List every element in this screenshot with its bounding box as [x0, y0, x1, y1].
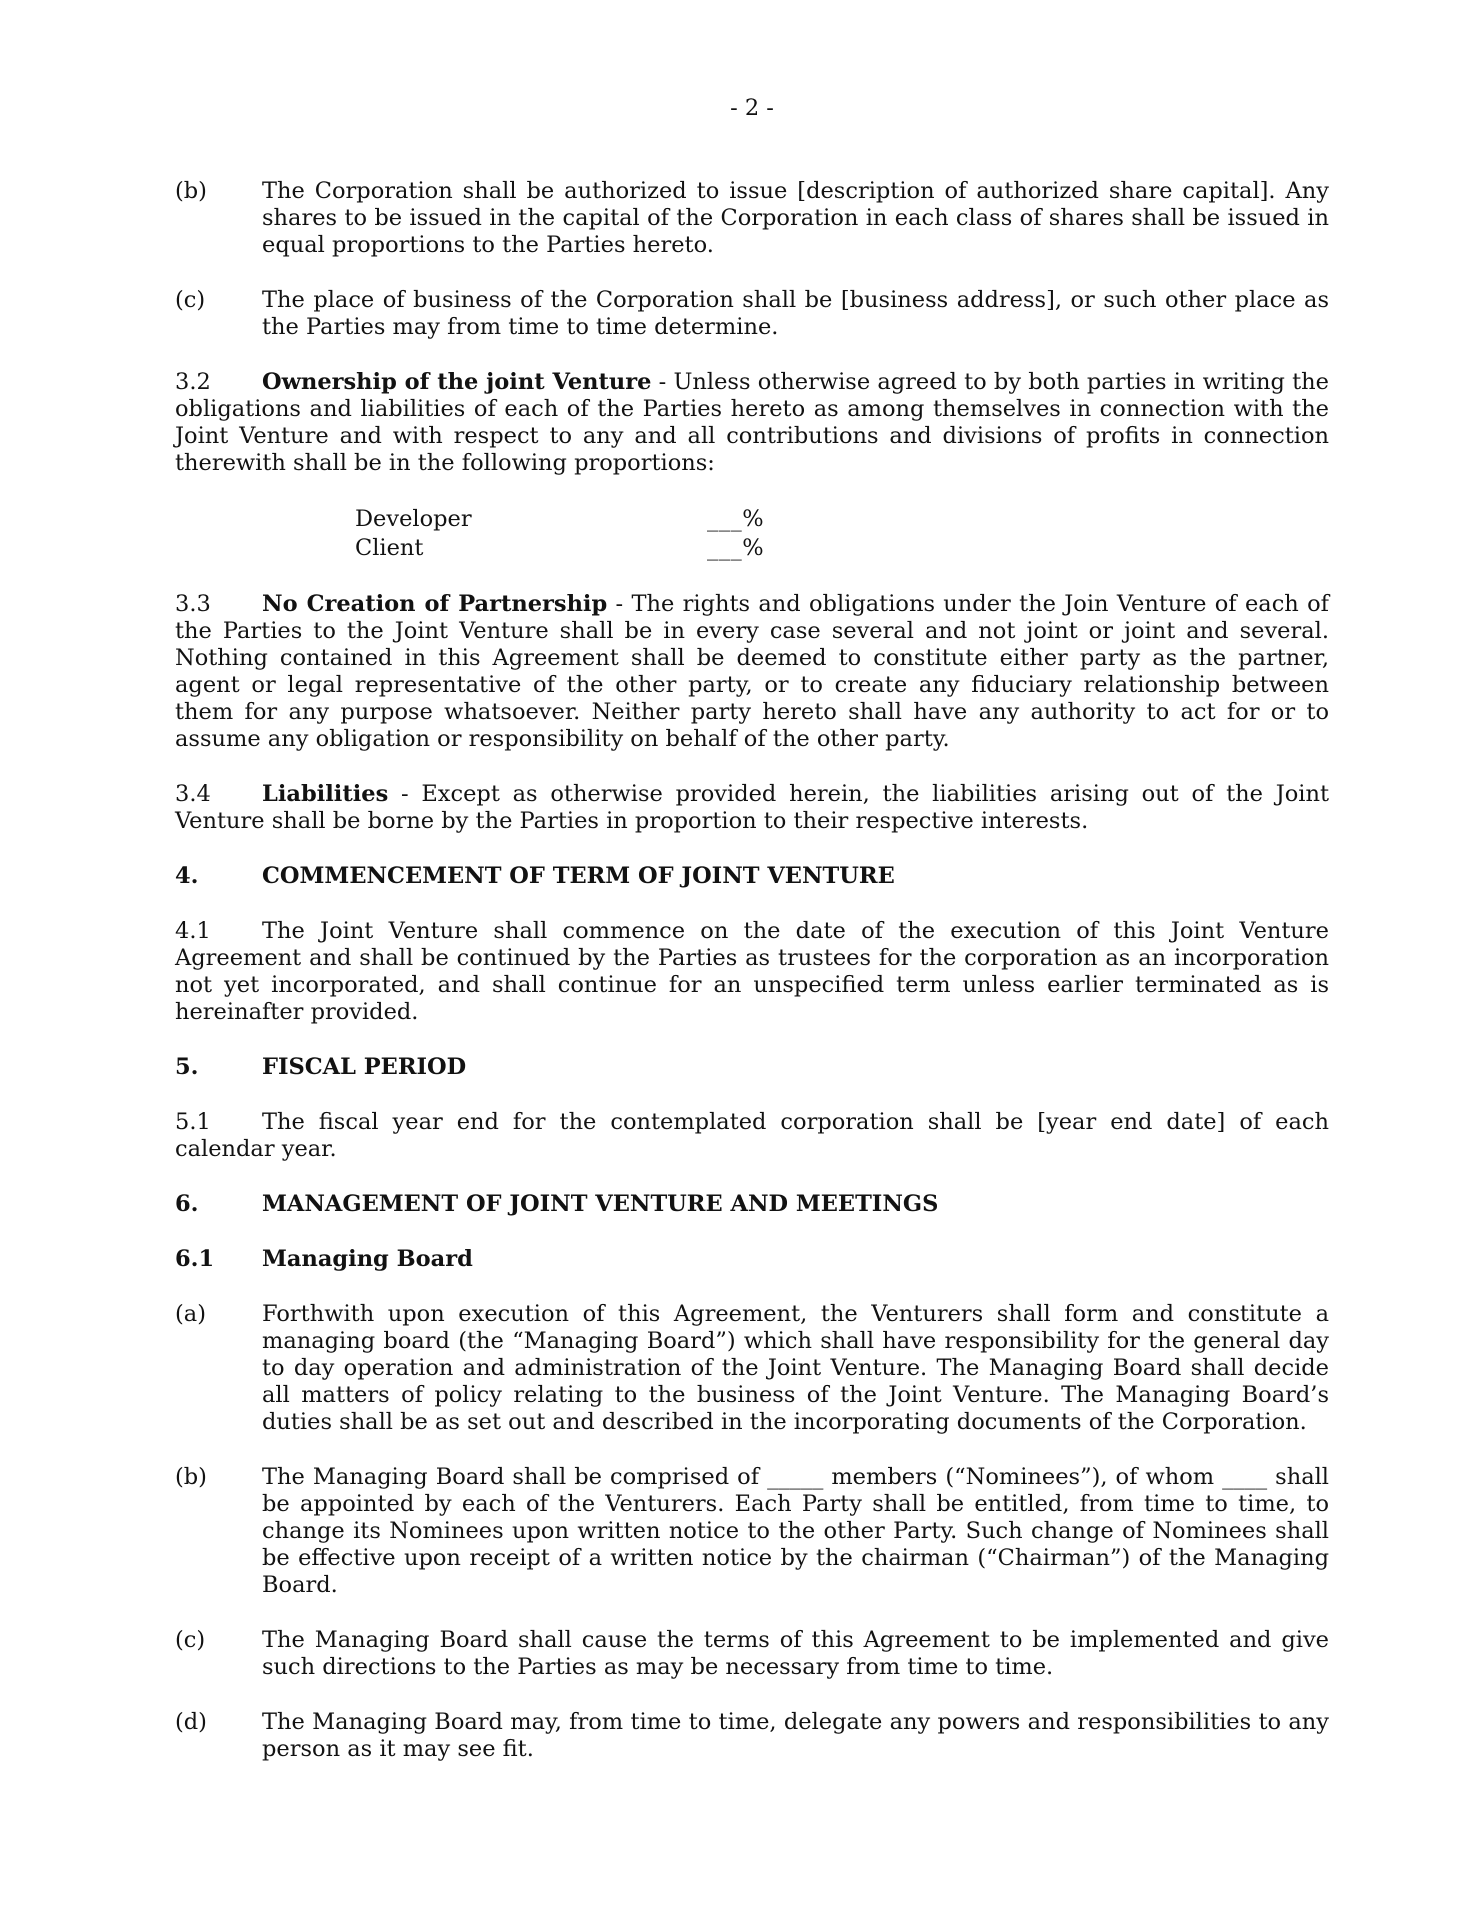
section-3-3	[175, 591, 1329, 753]
clause-6a-text: Forthwith upon execution of this Agreement, the Venturers shall form and constitute a managing board (the “Managing Board”) which shall have responsibility for the general day to day operation and administration of the Joint Venture. The Managing Board shall decide all matters of policy relating to the business of the Joint Venture. The Managing Board’s duties shall be as set out and described in the incorporating documents of the Corporation.	[262, 1301, 1329, 1435]
section-5-1	[175, 1109, 1329, 1163]
heading-6-1-number: 6.1	[175, 1246, 215, 1272]
clause-6b	[175, 1464, 1329, 1599]
heading-5-title: FISCAL PERIOD	[262, 1054, 467, 1080]
clause-6b-label: (b)	[175, 1464, 207, 1490]
section-5-1-number: 5.1	[175, 1109, 211, 1135]
clause-2b-text: The Corporation shall be authorized to issue [description of authorized share capital]. Any shares to be issued in the capital of the Corporation in each class of shares shall be issued in equal proportions to the Parties hereto.	[262, 178, 1329, 258]
ownership-proportions	[355, 505, 1329, 563]
section-5-1-text: The fiscal year end for the contemplated corporation shall be [year end date] of each calendar year.	[175, 1109, 1329, 1162]
proportion-row-developer	[355, 505, 1329, 534]
section-3-3-heading: No Creation of Partnership	[262, 591, 608, 617]
clause-2b	[175, 178, 1329, 259]
clause-6d-text: The Managing Board may, from time to time, delegate any powers and responsibilities to any person as it may see fit.	[262, 1709, 1329, 1762]
heading-6-1	[175, 1246, 1329, 1273]
clause-2c	[175, 287, 1329, 341]
clause-6a	[175, 1301, 1329, 1436]
heading-4	[175, 863, 1329, 890]
clause-6b-text: The Managing Board shall be comprised of _____ members (“Nominees”), of whom ____ shall be appointed by each of the Venturers. Each Party shall be entitled, from time to time, to change its Nominees upon written notice to the other Party. Such change of Nominees shall be effective upon receipt of a written notice by the chairman (“Chairman”) of the Managing Board.	[262, 1464, 1329, 1598]
clause-6d	[175, 1709, 1329, 1763]
clause-6c-text: The Managing Board shall cause the terms of this Agreement to be implemented and give such directions to the Parties as may be necessary from time to time.	[262, 1627, 1329, 1680]
heading-6-1-title: Managing Board	[262, 1246, 473, 1272]
section-3-2-heading: Ownership of the joint Venture	[262, 369, 652, 395]
clause-6d-label: (d)	[175, 1709, 207, 1735]
section-3-2-text: - Unless otherwise agreed to by both parties in writing the obligations and liabilities of each of the Parties hereto as among themselves in connection with the Joint Venture and with respect to any and all contributions and divisions of profits in connection therewith shall be in the following proportions:	[175, 369, 1329, 476]
share-blank: ___%	[707, 535, 765, 561]
section-4-1-number: 4.1	[175, 918, 211, 944]
proportion-row-client	[355, 534, 1329, 563]
page-number: - 2 -	[730, 95, 774, 121]
clause-6c-label: (c)	[175, 1627, 206, 1653]
section-3-2	[175, 369, 1329, 477]
clause-6c	[175, 1627, 1329, 1681]
section-3-3-text: - The rights and obligations under the Join Venture of each of the Parties to the Joint Venture shall be in every case several and not joint or joint and several. Nothing contained in this Agreement shall be deemed to constitute either party as the partner, agent or legal representative of the other party, or to create any fiduciary relationship between them for any purpose whatsoever. Neither party hereto shall have any authority to act for or to assume any obligation or responsibility on behalf of the other party.	[175, 591, 1329, 752]
heading-6-title: MANAGEMENT OF JOINT VENTURE AND MEETINGS	[262, 1191, 939, 1217]
section-4-1	[175, 918, 1329, 1026]
section-3-4-number: 3.4	[175, 781, 211, 807]
heading-4-number: 4.	[175, 863, 199, 889]
share-blank: ___%	[707, 506, 765, 532]
clause-2c-text: The place of business of the Corporation shall be [business address], or such other place as the Parties may from time to time determine.	[262, 287, 1329, 340]
heading-5-number: 5.	[175, 1054, 199, 1080]
heading-6	[175, 1191, 1329, 1218]
party-label: Developer	[355, 506, 472, 532]
section-3-4-text: - Except as otherwise provided herein, the liabilities arising out of the Joint Venture shall be borne by the Parties in proportion to their respective interests.	[175, 781, 1329, 834]
heading-4-title: COMMENCEMENT OF TERM OF JOINT VENTURE	[262, 863, 895, 889]
heading-6-number: 6.	[175, 1191, 199, 1217]
section-3-3-number: 3.3	[175, 591, 211, 617]
clause-2b-label: (b)	[175, 178, 207, 204]
clause-6a-label: (a)	[175, 1301, 206, 1327]
section-3-2-number: 3.2	[175, 369, 211, 395]
section-3-4	[175, 781, 1329, 835]
clause-2c-label: (c)	[175, 287, 206, 313]
section-3-4-heading: Liabilities	[262, 781, 389, 807]
section-4-1-text: The Joint Venture shall commence on the date of the execution of this Joint Venture Agreement and shall be continued by the Parties as trustees for the corporation as an incorporation not yet incorporated, and shall continue for an unspecified term unless earlier terminated as is hereinafter provided.	[175, 918, 1329, 1025]
heading-5	[175, 1054, 1329, 1081]
party-label: Client	[355, 535, 424, 561]
